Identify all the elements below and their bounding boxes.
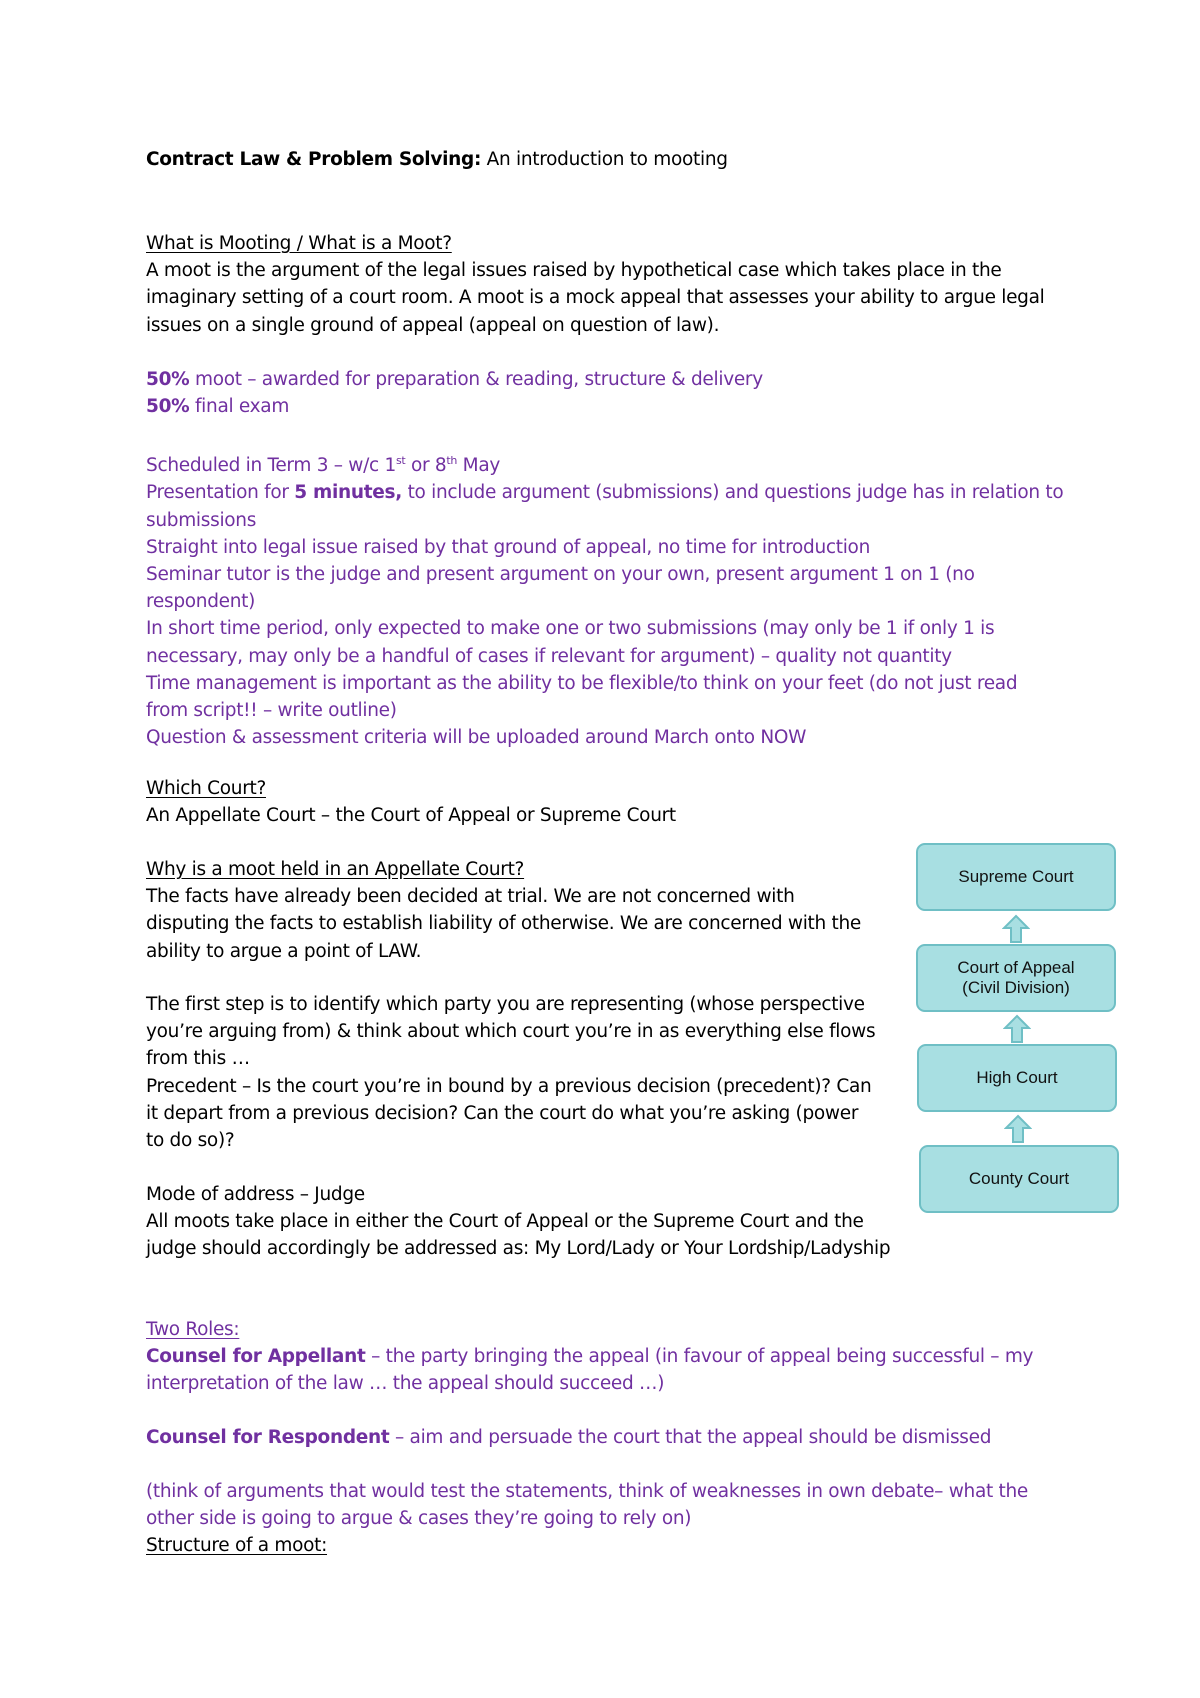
heading-which-court: Which Court? xyxy=(146,778,266,799)
court-box-appeal xyxy=(916,944,1116,1012)
court-label: High Court xyxy=(976,1068,1058,1087)
schedule-line: Seminar tutor is the judge and present argument on your own, present argument 1 on 1 (no xyxy=(146,563,975,585)
schedule-line: necessary, may only be a handful of cases if relevant for argument) – quality not quantity xyxy=(146,645,952,667)
paragraph-line: disputing the facts to establish liability of otherwise. We are concerned with the xyxy=(146,913,861,935)
section-think xyxy=(146,1478,1028,1532)
paragraph-line: ability to argue a point of LAW. xyxy=(146,940,422,962)
marks-exam-text: final exam xyxy=(189,396,290,418)
sched-text-b: or 8 xyxy=(405,455,447,477)
paragraph-line: you’re arguing from) & think about which court you’re in as everything else flows xyxy=(146,1021,876,1043)
section-two-roles xyxy=(146,1316,1033,1398)
section-mode-of-address xyxy=(146,1181,890,1263)
title-bold: Contract Law & Problem Solving: xyxy=(146,149,482,170)
appellant-line-2: interpretation of the law … the appeal should succeed …) xyxy=(146,1373,665,1395)
respondent-text: – aim and persuade the court that the appeal should be dismissed xyxy=(389,1427,992,1448)
schedule-line: Straight into legal issue raised by that ground of appeal, no time for introduction xyxy=(146,536,870,558)
paragraph-line: other side is going to argue & cases they’re going to rely on) xyxy=(146,1508,692,1530)
schedule-line: Question & assessment criteria will be uploaded around March onto NOW xyxy=(146,727,807,749)
paragraph-line: imaginary setting of a court room. A moot is a mock appeal that assesses your ability to argue legal xyxy=(146,287,1045,309)
section-what-is-mooting xyxy=(146,230,1045,339)
court-box-supreme xyxy=(916,843,1116,911)
respondent-line xyxy=(146,1424,991,1451)
paragraph-line: it depart from a previous decision? Can the court do what you’re asking (power xyxy=(146,1102,859,1124)
court-sublabel: (Civil Division) xyxy=(962,978,1070,997)
schedule-line: Time management is important as the ability to be flexible/to think on your feet (do not just read xyxy=(146,672,1018,694)
section-schedule xyxy=(146,447,1063,751)
section-why-appellate xyxy=(146,856,861,965)
section-which-court xyxy=(146,775,676,829)
court-label: County Court xyxy=(968,1169,1070,1188)
percent-moot: 50% xyxy=(146,369,190,390)
court-box-high xyxy=(917,1044,1117,1112)
presentation-c: to include argument (submissions) and questions judge has in relation to xyxy=(402,482,1064,504)
which-court-line: An Appellate Court – the Court of Appeal or Supreme Court xyxy=(146,805,676,827)
heading-two-roles: Two Roles: xyxy=(146,1319,240,1340)
title-rest: An introduction to mooting xyxy=(481,149,728,170)
paragraph-line: A moot is the argument of the legal issues raised by hypothetical case which takes place in the xyxy=(146,260,1002,282)
court-label: Supreme Court xyxy=(958,867,1074,886)
section-respondent xyxy=(146,1424,991,1451)
document-title xyxy=(146,146,728,173)
court-box-county xyxy=(919,1145,1119,1213)
presentation-line xyxy=(146,479,1063,506)
percent-exam: 50% xyxy=(146,396,190,418)
section-structure xyxy=(146,1532,327,1559)
section-marks xyxy=(146,366,763,420)
presentation-duration: 5 minutes, xyxy=(294,482,402,504)
appellant-text: – the party bringing the appeal (in favour of appeal being successful – my xyxy=(365,1346,1034,1368)
sched-text-a: Scheduled in Term 3 – w/c 1 xyxy=(146,455,396,477)
heading-structure: Structure of a moot: xyxy=(146,1535,328,1556)
heading-what-is-mooting: What is Mooting / What is a Moot? xyxy=(146,233,452,254)
respondent-label: Counsel for Respondent xyxy=(146,1427,390,1448)
up-arrow-icon xyxy=(1002,914,1030,944)
schedule-line xyxy=(146,447,1063,479)
paragraph-line: to do so)? xyxy=(146,1130,235,1152)
schedule-line: In short time period, only expected to make one or two submissions (may only be 1 if only 1 is xyxy=(146,618,995,640)
heading-why-appellate: Why is a moot held in an Appellate Court? xyxy=(146,859,525,880)
paragraph-line: from this … xyxy=(146,1048,250,1070)
court-label: Court of Appeal xyxy=(957,958,1075,977)
schedule-line: respondent) xyxy=(146,591,256,613)
up-arrow-icon xyxy=(1004,1114,1032,1144)
sup-th: th xyxy=(446,454,458,467)
schedule-line: submissions xyxy=(146,509,257,531)
section-first-step xyxy=(146,991,875,1154)
paragraph-line: judge should accordingly be addressed as: My Lord/Lady or Your Lordship/Ladyship xyxy=(146,1238,891,1260)
court-label-appeal xyxy=(957,958,1074,998)
paragraph-line: The facts have already been decided at trial. We are not concerned with xyxy=(146,886,795,908)
up-arrow-icon xyxy=(1003,1014,1031,1044)
sup-st: st xyxy=(395,454,406,467)
court-hierarchy-diagram xyxy=(916,843,1122,1218)
paragraph-line: (think of arguments that would test the statements, think of weaknesses in own debate– what the xyxy=(146,1481,1028,1502)
paragraph-line: issues on a single ground of appeal (appeal on question of law). xyxy=(146,314,720,336)
appellant-label: Counsel for Appellant xyxy=(146,1346,366,1368)
paragraph-line: Precedent – Is the court you’re in bound by a previous decision (precedent)? Can xyxy=(146,1075,872,1097)
sched-text-c: May xyxy=(457,455,501,477)
marks-moot-text: moot – awarded for preparation & reading, structure & delivery xyxy=(189,369,763,390)
schedule-line: from script!! – write outline) xyxy=(146,699,397,721)
appellant-line xyxy=(146,1343,1033,1370)
paragraph-line: All moots take place in either the Court of Appeal or the Supreme Court and the xyxy=(146,1211,864,1233)
presentation-a: Presentation for xyxy=(146,482,295,504)
paragraph-line: The first step is to identify which party you are representing (whose perspective xyxy=(146,994,865,1015)
marks-moot xyxy=(146,366,763,393)
marks-exam xyxy=(146,393,763,420)
paragraph-line: Mode of address – Judge xyxy=(146,1184,365,1205)
